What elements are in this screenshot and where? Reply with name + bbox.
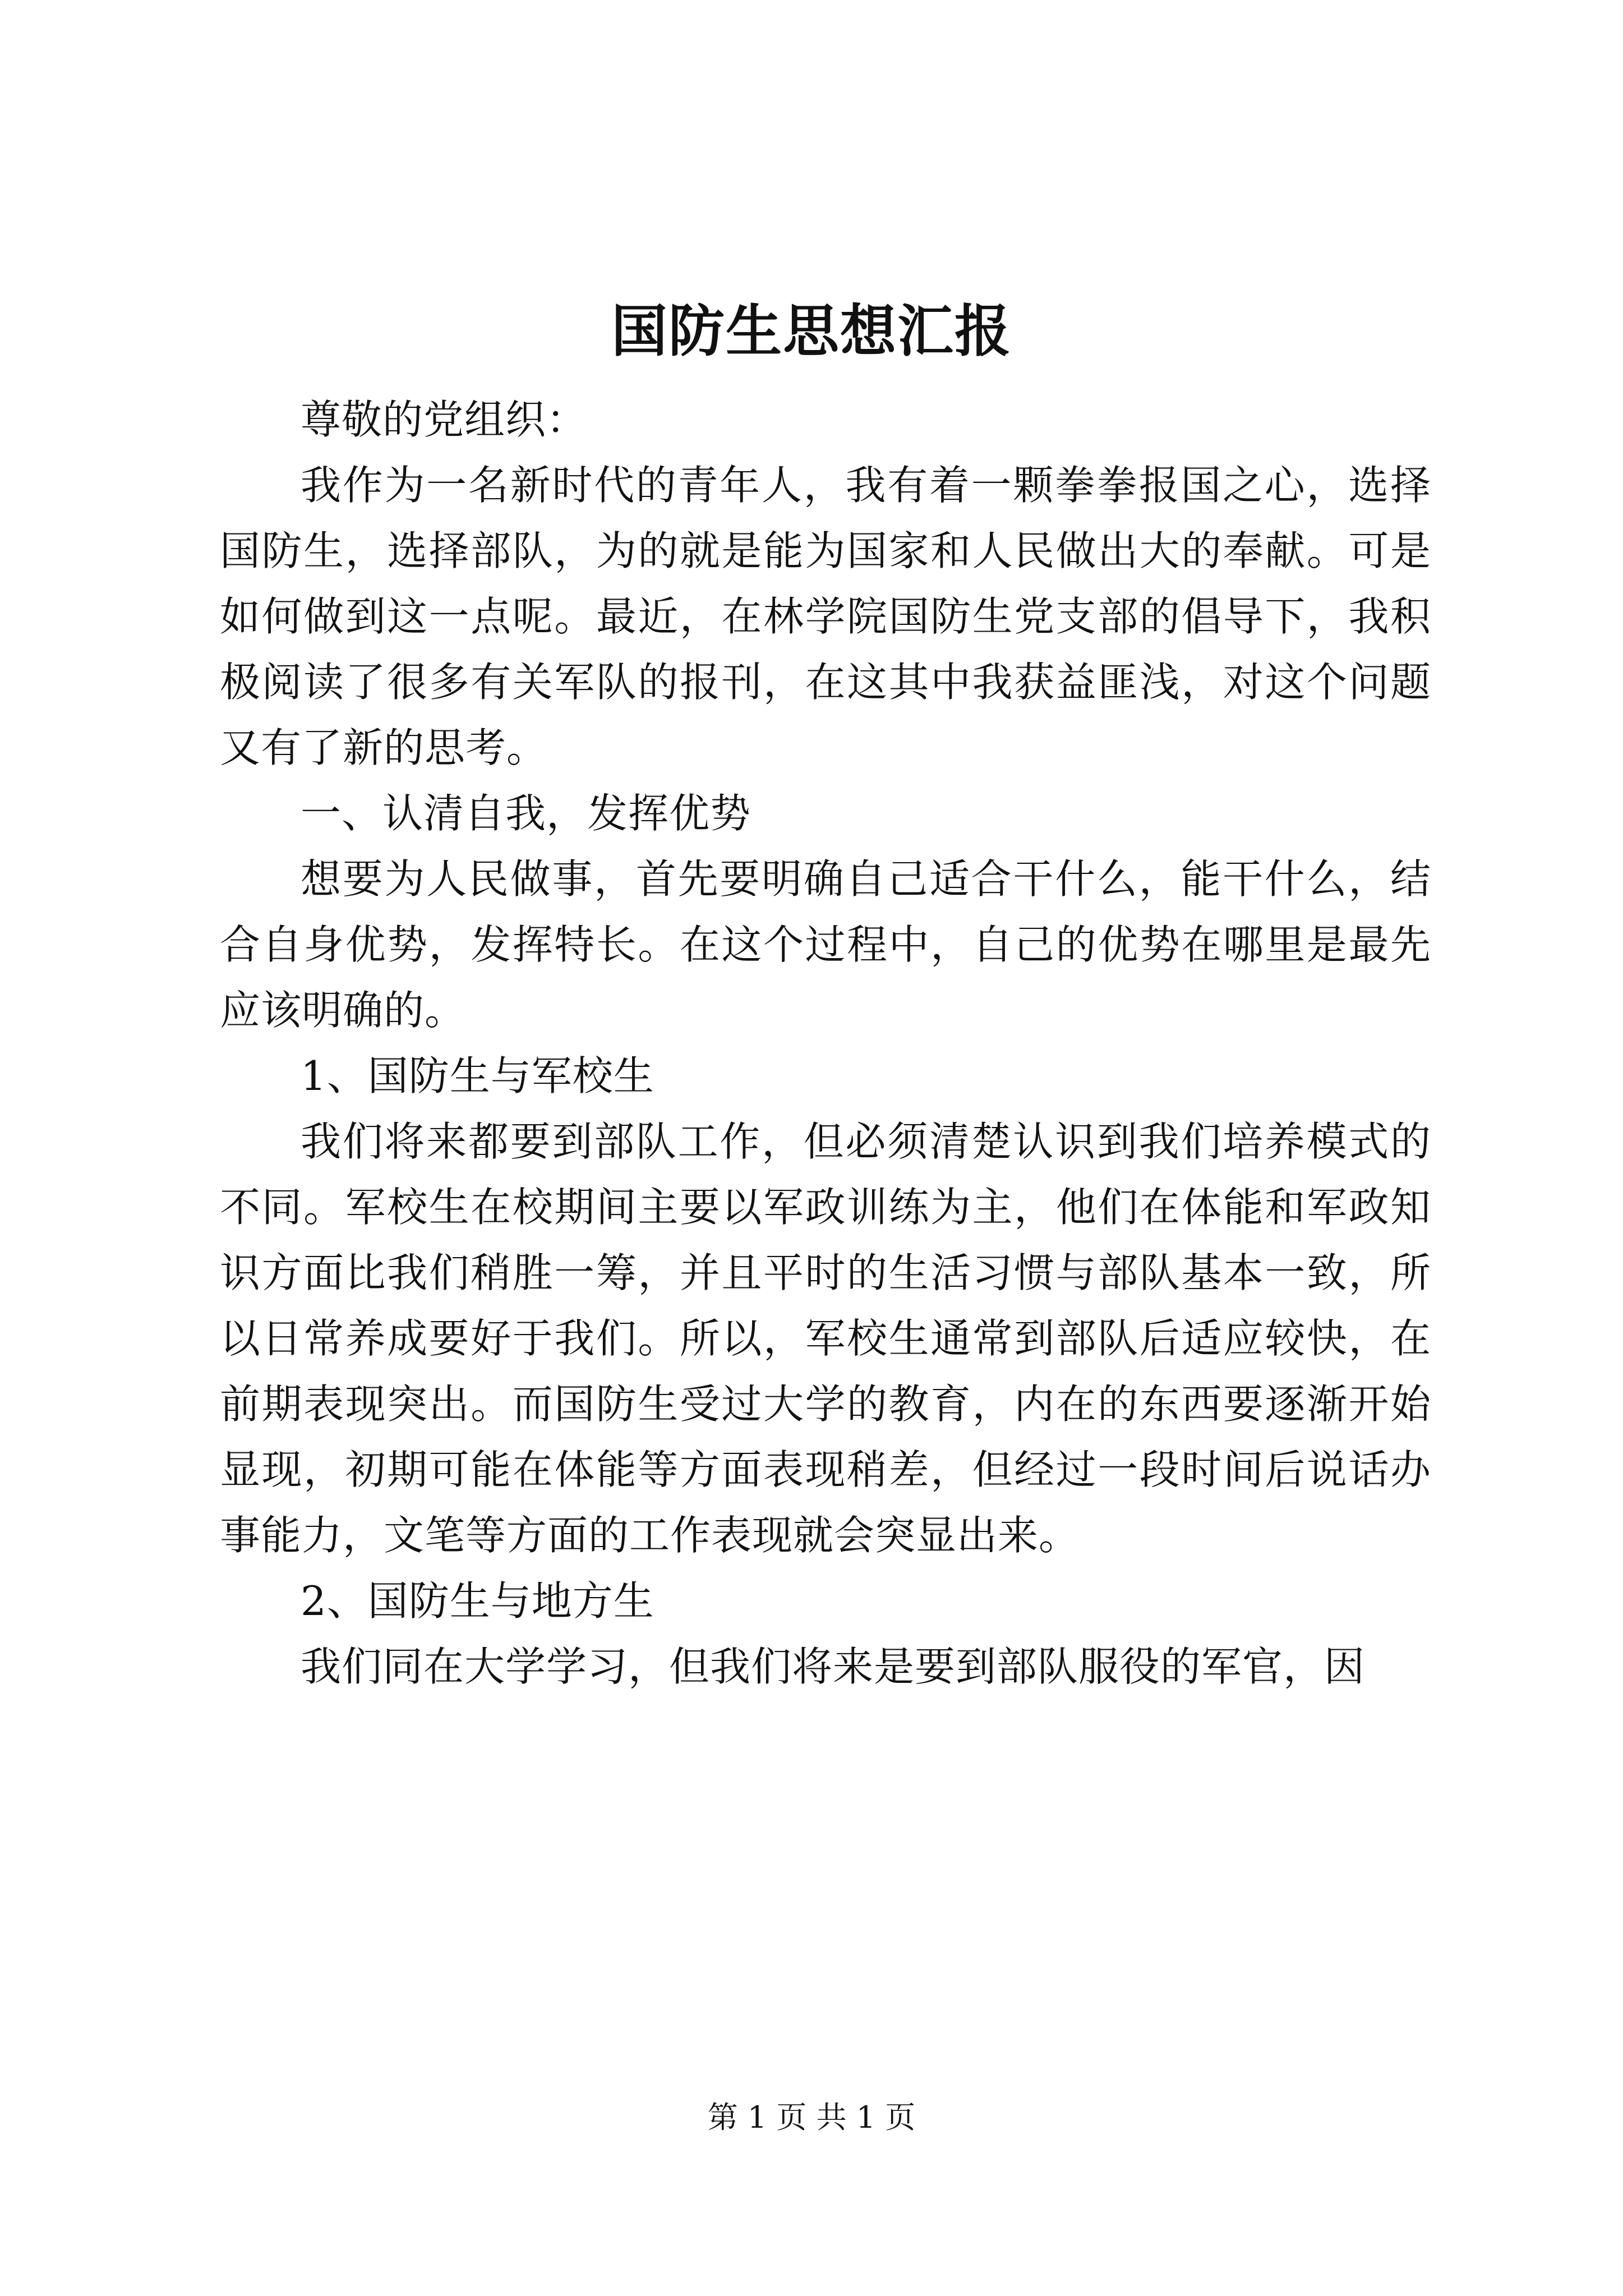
paragraph-subsection-1: 我们将来都要到部队工作，但必须清楚认识到我们培养模式的不同。军校生在校期间主要以军政训练为主，他们在体能和军政知识方面比我们稍胜一筹，并且平时的生活习惯与部队基本一致，所以日常养成要好于我们。所以，军校生通常到部队后适应较快，在前期表现突出。而国防生受过大学的教育，内在的东西要逐渐开始显现，初期可能在体能等方面表现稍差，但经过一段时间后说话办事能力，文笔等方面的工作表现就会突显出来。 [220, 1118, 1431, 1559]
subsection-heading-2: 2、国防生与地方生 [301, 1577, 654, 1625]
salutation: 尊敬的党组织： [301, 396, 588, 443]
paragraph-subsection-2: 我们同在大学学习，但我们将来是要到部队服役的军官，因 [301, 1643, 1366, 1690]
subsection-heading-1: 1、国防生与军校生 [301, 1052, 654, 1099]
document-body [220, 387, 1431, 1700]
paragraph-section-1: 想要为人民做事，首先要明确自己适合干什么，能干什么，结合自身优势，发挥特长。在这个过程中，自己的优势在哪里是最先应该明确的。 [220, 855, 1431, 1034]
document-title: 国防生思想汇报 [611, 298, 1012, 364]
page-number-label: 第 1 页 共 1 页 [707, 2100, 916, 2135]
section-heading-1: 一、认清自我，发挥优势 [301, 790, 751, 837]
paragraph-intro: 我作为一名新时代的青年人，我有着一颗拳拳报国之心，选择国防生，选择部队，为的就是能为国家和人民做出大的奉献。可是如何做到这一点呢。最近，在林学院国防生党支部的倡导下，我积极阅读了很多有关军队的报刊，在这其中我获益匪浅，对这个问题又有了新的思考。 [220, 462, 1431, 771]
page-footer [0, 2098, 1623, 2137]
